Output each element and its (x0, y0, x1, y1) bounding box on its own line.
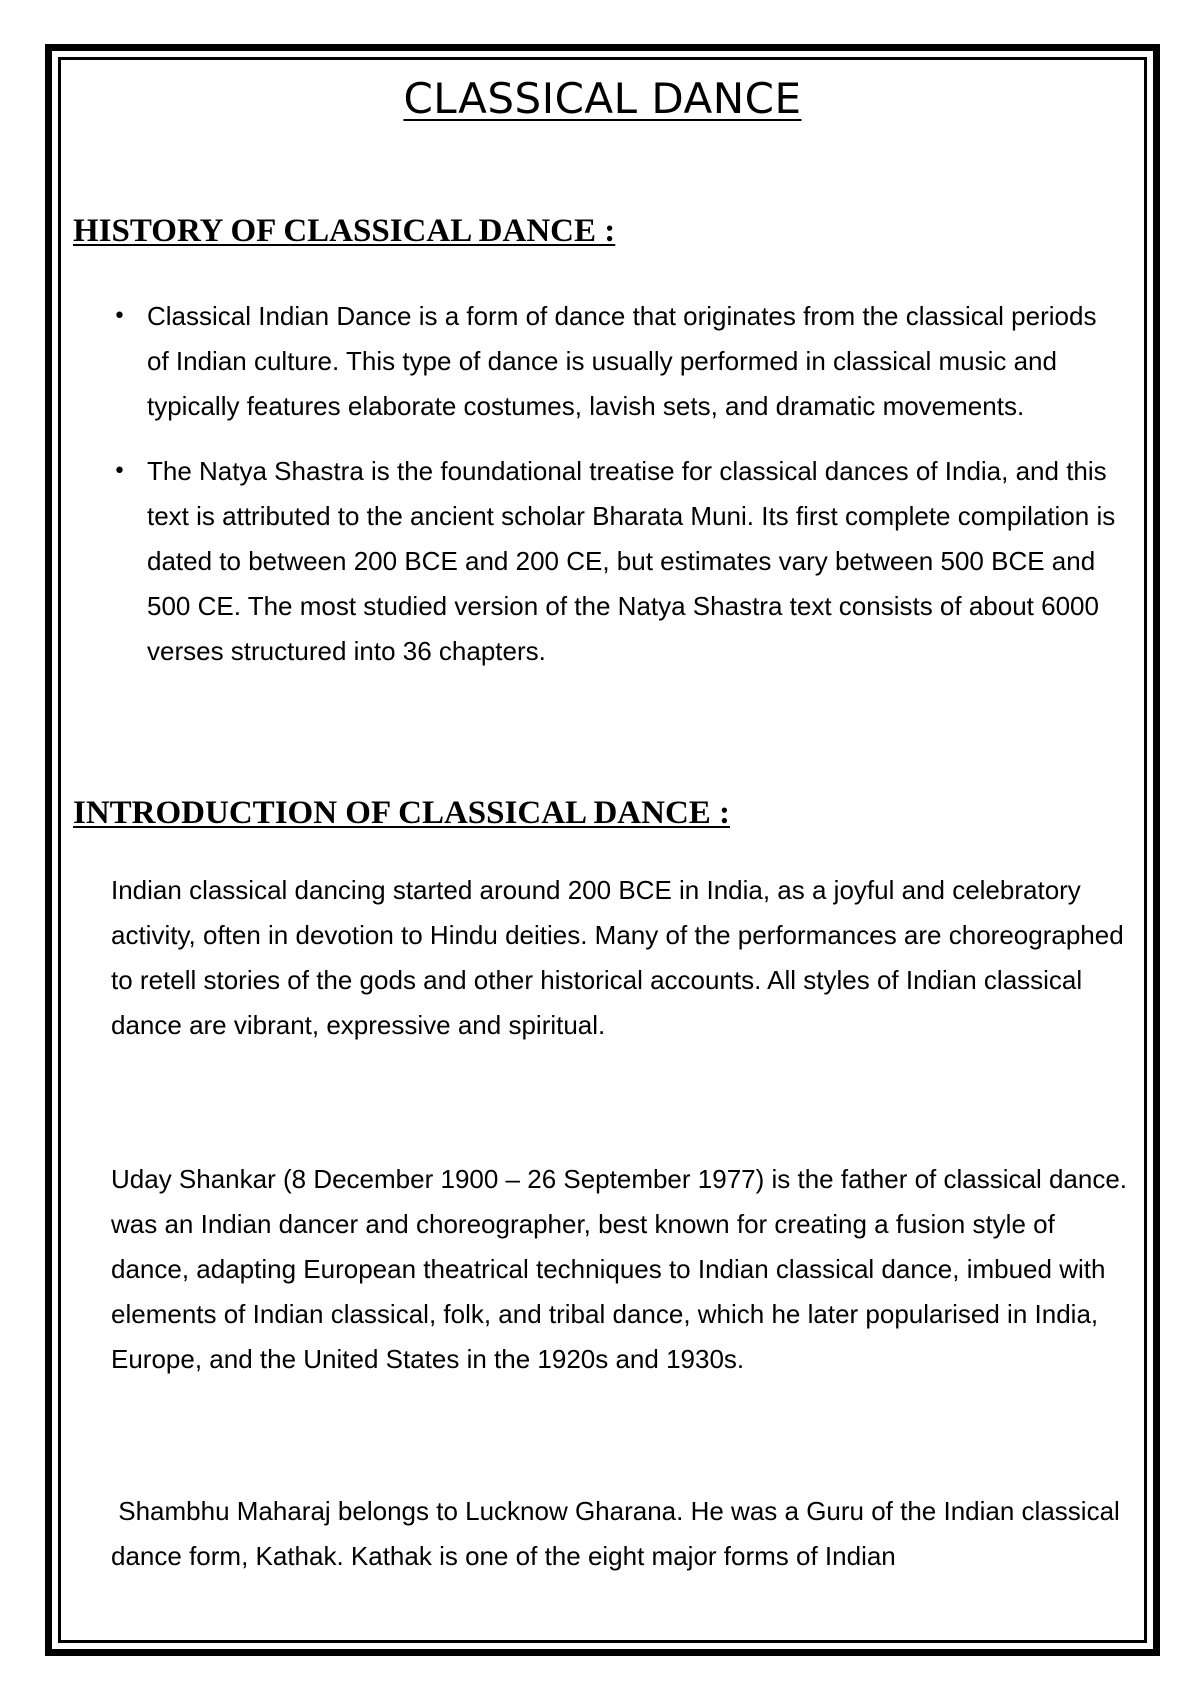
document-title: CLASSICAL DANCE (403, 74, 802, 123)
history-bullet-text: The Natya Shastra is the foundational treatise for classical dances of India, and this text is attributed to the ancient scholar Bharata Muni. Its first complete compilation is dated to between 200 BCE and 200 CE, but estimates vary between 500 BCE and 500 CE. The most studied version of the Natya Shastra text consists of about 6000 verses structured into 36 chapters. (147, 456, 1116, 666)
introduction-paragraph: Indian classical dancing started around 200 BCE in India, as a joyful and celebratory activity, often in devotion to Hindu deities. Many of the performances are choreographed to retell stories of the gods and other historical accounts. All styles of Indian classical dance are vibrant, expressive and spiritual. (111, 875, 1124, 1040)
bullet-icon: • (113, 459, 126, 484)
shambhu-maharaj-paragraph: Shambhu Maharaj belongs to Lucknow Gharana. He was a Guru of the Indian classical dance form, Kathak. Kathak is one of the eight major forms of Indian (111, 1496, 1128, 1571)
uday-shankar-paragraph: Uday Shankar (8 December 1900 – 26 September 1977) is the father of classical dance. was an Indian dancer and choreographer, best known for creating a fusion style of dance, adapting European theatrical techniques to Indian classical dance, imbued with elements of Indian classical, folk, and tribal dance, which he later popularised in India, Europe, and the United States in the 1920s and 1930s. (111, 1164, 1128, 1374)
history-bullet-list (61, 294, 1144, 694)
history-heading: HISTORY OF CLASSICAL DANCE : (73, 213, 616, 249)
document-content (61, 60, 1144, 1640)
history-bullet-text: Classical Indian Dance is a form of dance that originates from the classical periods of Indian culture. This type of dance is usually performed in classical music and typically features elaborate costumes, lavish sets, and dramatic movements. (147, 301, 1097, 421)
introduction-heading: INTRODUCTION OF CLASSICAL DANCE : (73, 795, 731, 831)
bullet-icon: • (113, 304, 126, 329)
list-item (61, 294, 1144, 429)
list-item (61, 449, 1144, 674)
